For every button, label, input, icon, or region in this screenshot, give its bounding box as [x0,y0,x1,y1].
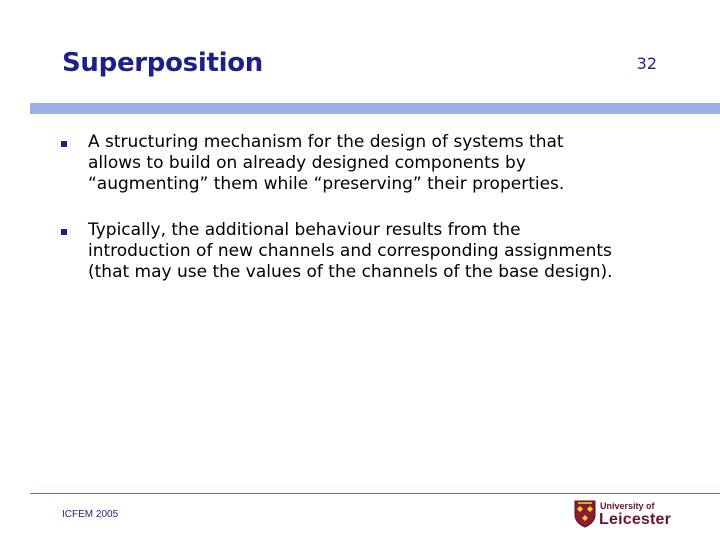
bullet-line: (that may use the values of the channels of the base design). [88,262,613,282]
bullet-line: A structuring mechanism for the design of systems that [88,132,564,152]
bullet-line: “augmenting” them while “preserving” their properties. [88,174,565,194]
bullet-text [88,220,688,283]
bullet-item [58,132,688,195]
footer-label: ICFEM 2005 [62,509,119,520]
bullet-square-icon [61,141,67,147]
bullet-line: introduction of new channels and corresponding assignments [88,241,612,261]
bullet-text [88,132,688,195]
bullet-square-icon [61,229,67,235]
logo-text-large: Leicester [599,511,672,528]
bullet-line: allows to build on already designed components by [88,153,526,173]
page-number: 32 [636,54,657,73]
title-divider [30,103,720,114]
university-logo [574,500,678,530]
logo-text-small: University of [600,501,655,511]
bullet-list [58,132,688,308]
bullet-line: Typically, the additional behaviour results from the [88,220,521,240]
university-shield-icon [574,500,596,528]
bullet-item [58,220,688,283]
footer-divider [30,493,720,494]
slide-title: Superposition [62,48,263,78]
